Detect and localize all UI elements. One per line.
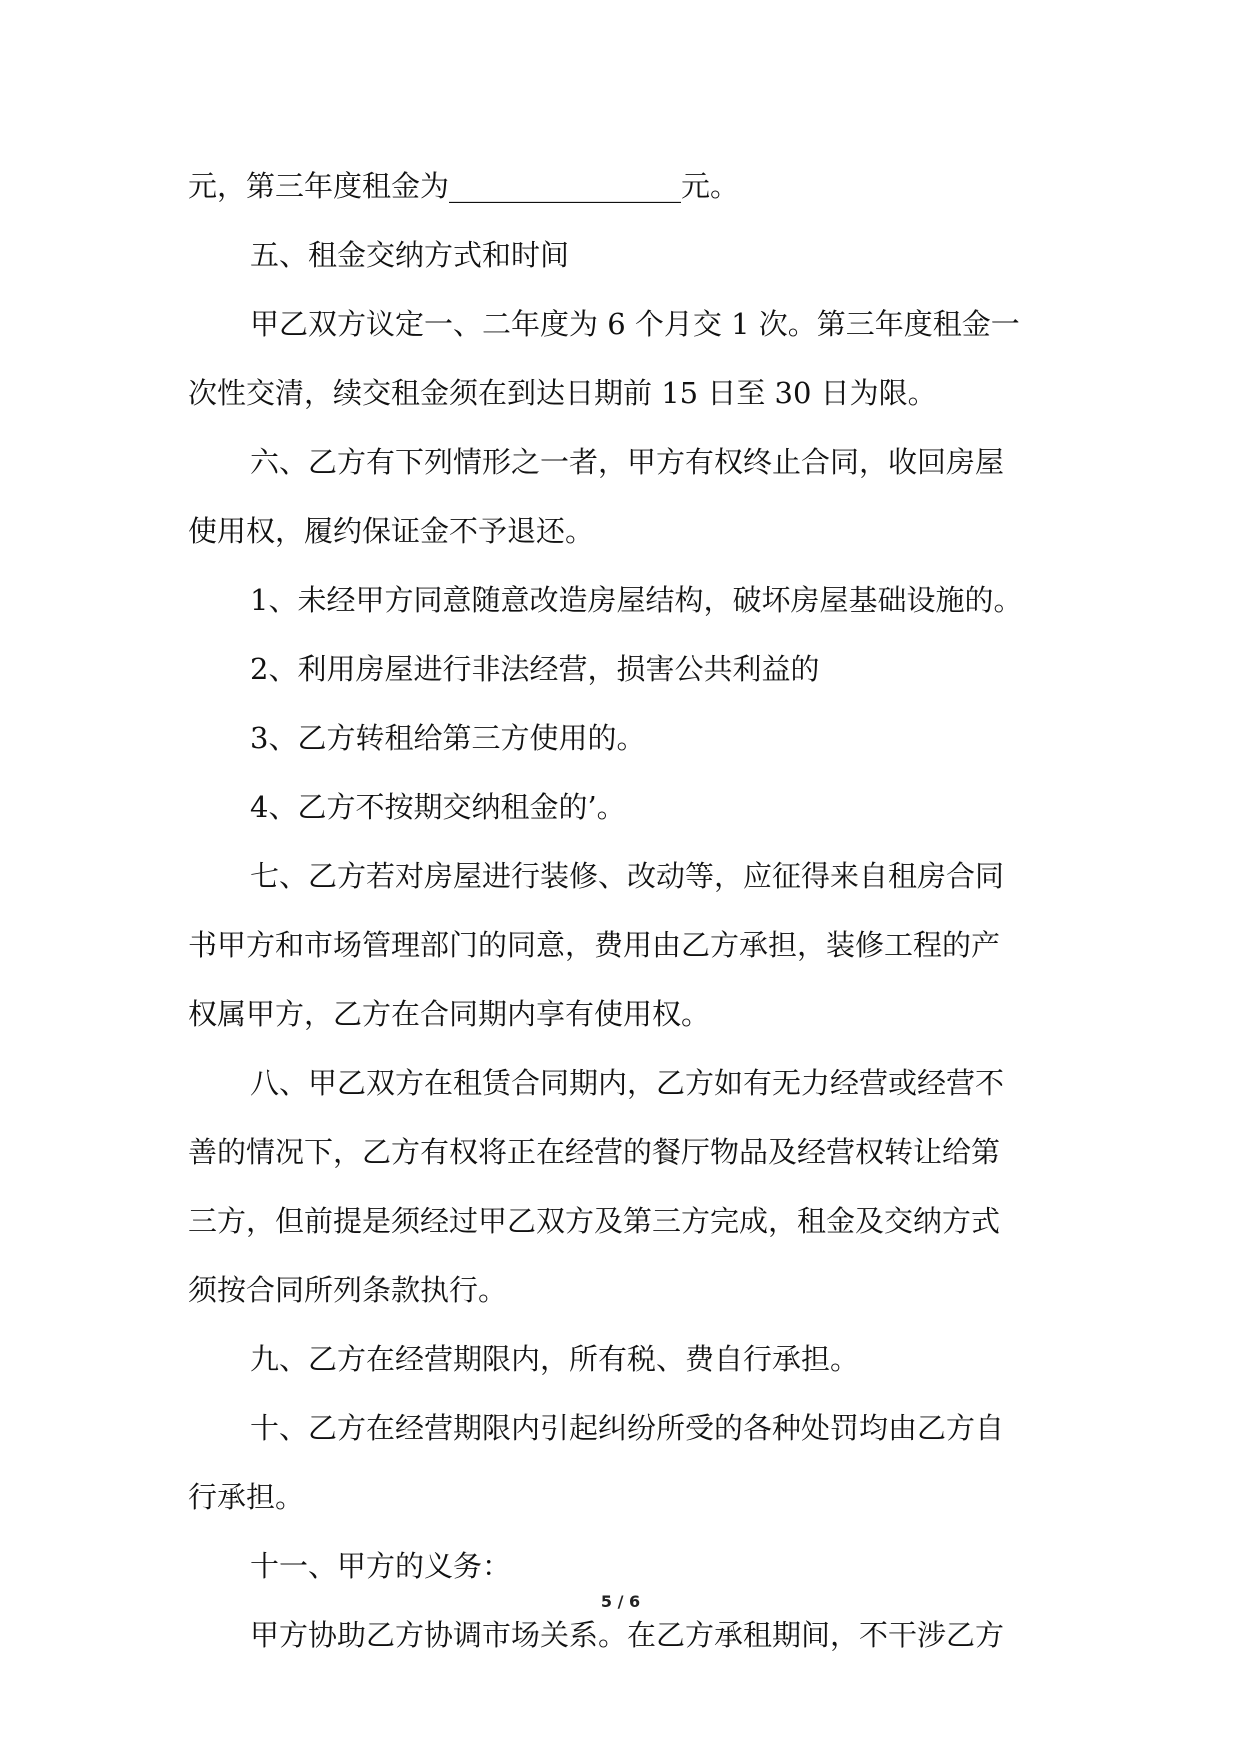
section-heading: 七、乙方若对房屋进行装修、改动等，应征得来自租房合同 [250,859,1005,893]
text-line: 使用权，履约保证金不予退还。 [188,514,595,548]
text-line: 须按合同所列条款执行。 [188,1273,508,1307]
text-line: 甲乙双方议定一、二年度为 6 个月交 1 次。第三年度租金一 [250,307,1020,341]
list-item: 2、利用房屋进行非法经营，损害公共利益的 [250,652,820,686]
text-line: 行承担。 [188,1480,305,1514]
text-line: 次性交清，续交租金须在到达日期前 15 日至 30 日为限。 [188,376,937,410]
text-line: 元，第三年度租金为________________元。 [188,169,740,203]
text-line: 善的情况下，乙方有权将正在经营的餐厅物品及经营权转让给第 [188,1135,1001,1169]
document-body [188,152,1068,1670]
section-heading: 六、乙方有下列情形之一者，甲方有权终止合同，收回房屋 [250,445,1005,479]
list-item: 3、乙方转租给第三方使用的。 [250,721,646,755]
list-item: 4、乙方不按期交纳租金的’。 [250,790,626,824]
text-line: 三方，但前提是须经过甲乙双方及第三方完成，租金及交纳方式 [188,1204,1001,1238]
section-heading: 五、租金交纳方式和时间 [250,238,570,272]
section-heading: 十一、甲方的义务： [250,1549,512,1583]
text-line: 书甲方和市场管理部门的同意，费用由乙方承担，装修工程的产 [188,928,1001,962]
text-line: 权属甲方，乙方在合同期内享有使用权。 [188,997,711,1031]
section-heading: 八、甲乙双方在租赁合同期内，乙方如有无力经营或经营不 [250,1066,1005,1100]
page-number: 5 / 6 [600,1592,641,1611]
list-item: 1、未经甲方同意随意改造房屋结构，破坏房屋基础设施的。 [250,583,1023,617]
section-heading: 十、乙方在经营期限内引起纠纷所受的各种处罚均由乙方自 [250,1411,1005,1445]
section-heading: 九、乙方在经营期限内，所有税、费自行承担。 [250,1342,860,1376]
text-line: 甲方协助乙方协调市场关系。在乙方承租期间，不干涉乙方 [250,1618,1005,1652]
